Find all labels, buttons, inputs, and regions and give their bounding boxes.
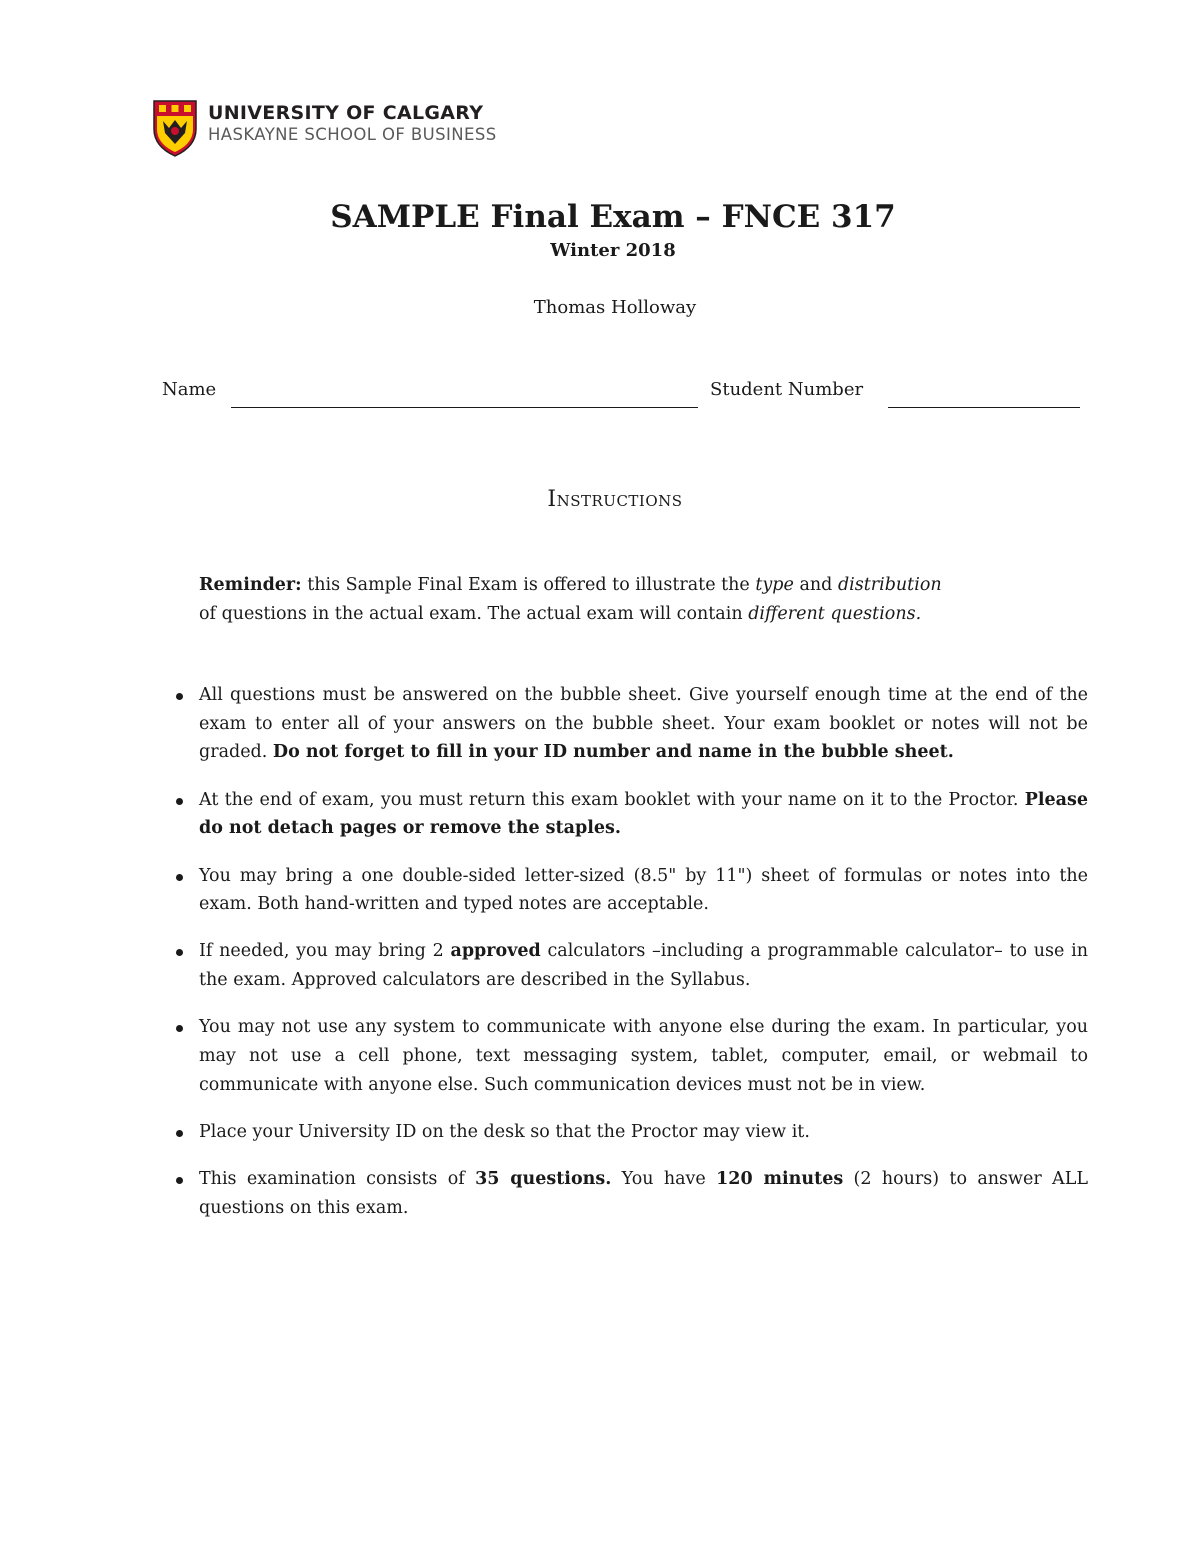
instruction-item-formula-sheet: You may bring a one double-sided letter-sized (8.5" by 11") sheet of formulas or notes into the exam. Both hand-written and typed notes are acceptable.	[199, 862, 1088, 919]
student-number-field-line	[888, 407, 1080, 408]
exam-author: Thomas Holloway	[533, 297, 697, 318]
reminder-line-1: Reminder: this Sample Final Exam is offered to illustrate the type and distribution	[199, 575, 942, 595]
instruction-item-university-id: Place your University ID on the desk so that the Proctor may view it.	[199, 1118, 1088, 1147]
instruction-item-no-communication: You may not use any system to communicate with anyone else during the exam. In particular, you may not use a cell phone, text messaging system, tablet, computer, email, or webmail to communicate with anyone else. Such communication devices must not be in view.	[199, 1013, 1088, 1099]
instruction-item-return-booklet: At the end of exam, you must return this exam booklet with your name on it to the Proctor. Please do not detach pages or remove the staples.	[199, 786, 1088, 843]
crest-icon	[152, 99, 198, 157]
student-number-label: Student Number	[710, 379, 864, 400]
instruction-item-calculators: If needed, you may bring 2 approved calculators –including a programmable calculator– to use in the exam. Approved calculators are described in the Syllabus.	[199, 937, 1088, 994]
exam-title: SAMPLE Final Exam – FNCE 317	[330, 199, 896, 235]
instructions-heading: Instructions	[547, 487, 683, 512]
name-field-line	[231, 407, 698, 408]
school-name: HASKAYNE SCHOOL OF BUSINESS	[208, 125, 497, 144]
university-name: UNIVERSITY OF CALGARY	[208, 102, 484, 124]
reminder-note	[199, 571, 1099, 629]
exam-term: Winter 2018	[550, 240, 676, 261]
name-label: Name	[162, 379, 217, 400]
university-logo	[152, 99, 532, 159]
instruction-item-exam-length: This examination consists of 35 questions. You have 120 minutes (2 hours) to answer ALL questions on this exam.	[199, 1165, 1088, 1222]
instructions-list	[199, 681, 1088, 1241]
reminder-line-2: of questions in the actual exam. The actual exam will contain different questions.	[199, 604, 922, 624]
reminder-lead: Reminder:	[199, 575, 302, 595]
instruction-item-bubble-sheet: All questions must be answered on the bubble sheet. Give yourself enough time at the end of the exam to enter all of your answers on the bubble sheet. Your exam booklet or notes will not be graded. Do not forget to fill in your ID number and name in the bubble sheet.	[199, 681, 1088, 767]
